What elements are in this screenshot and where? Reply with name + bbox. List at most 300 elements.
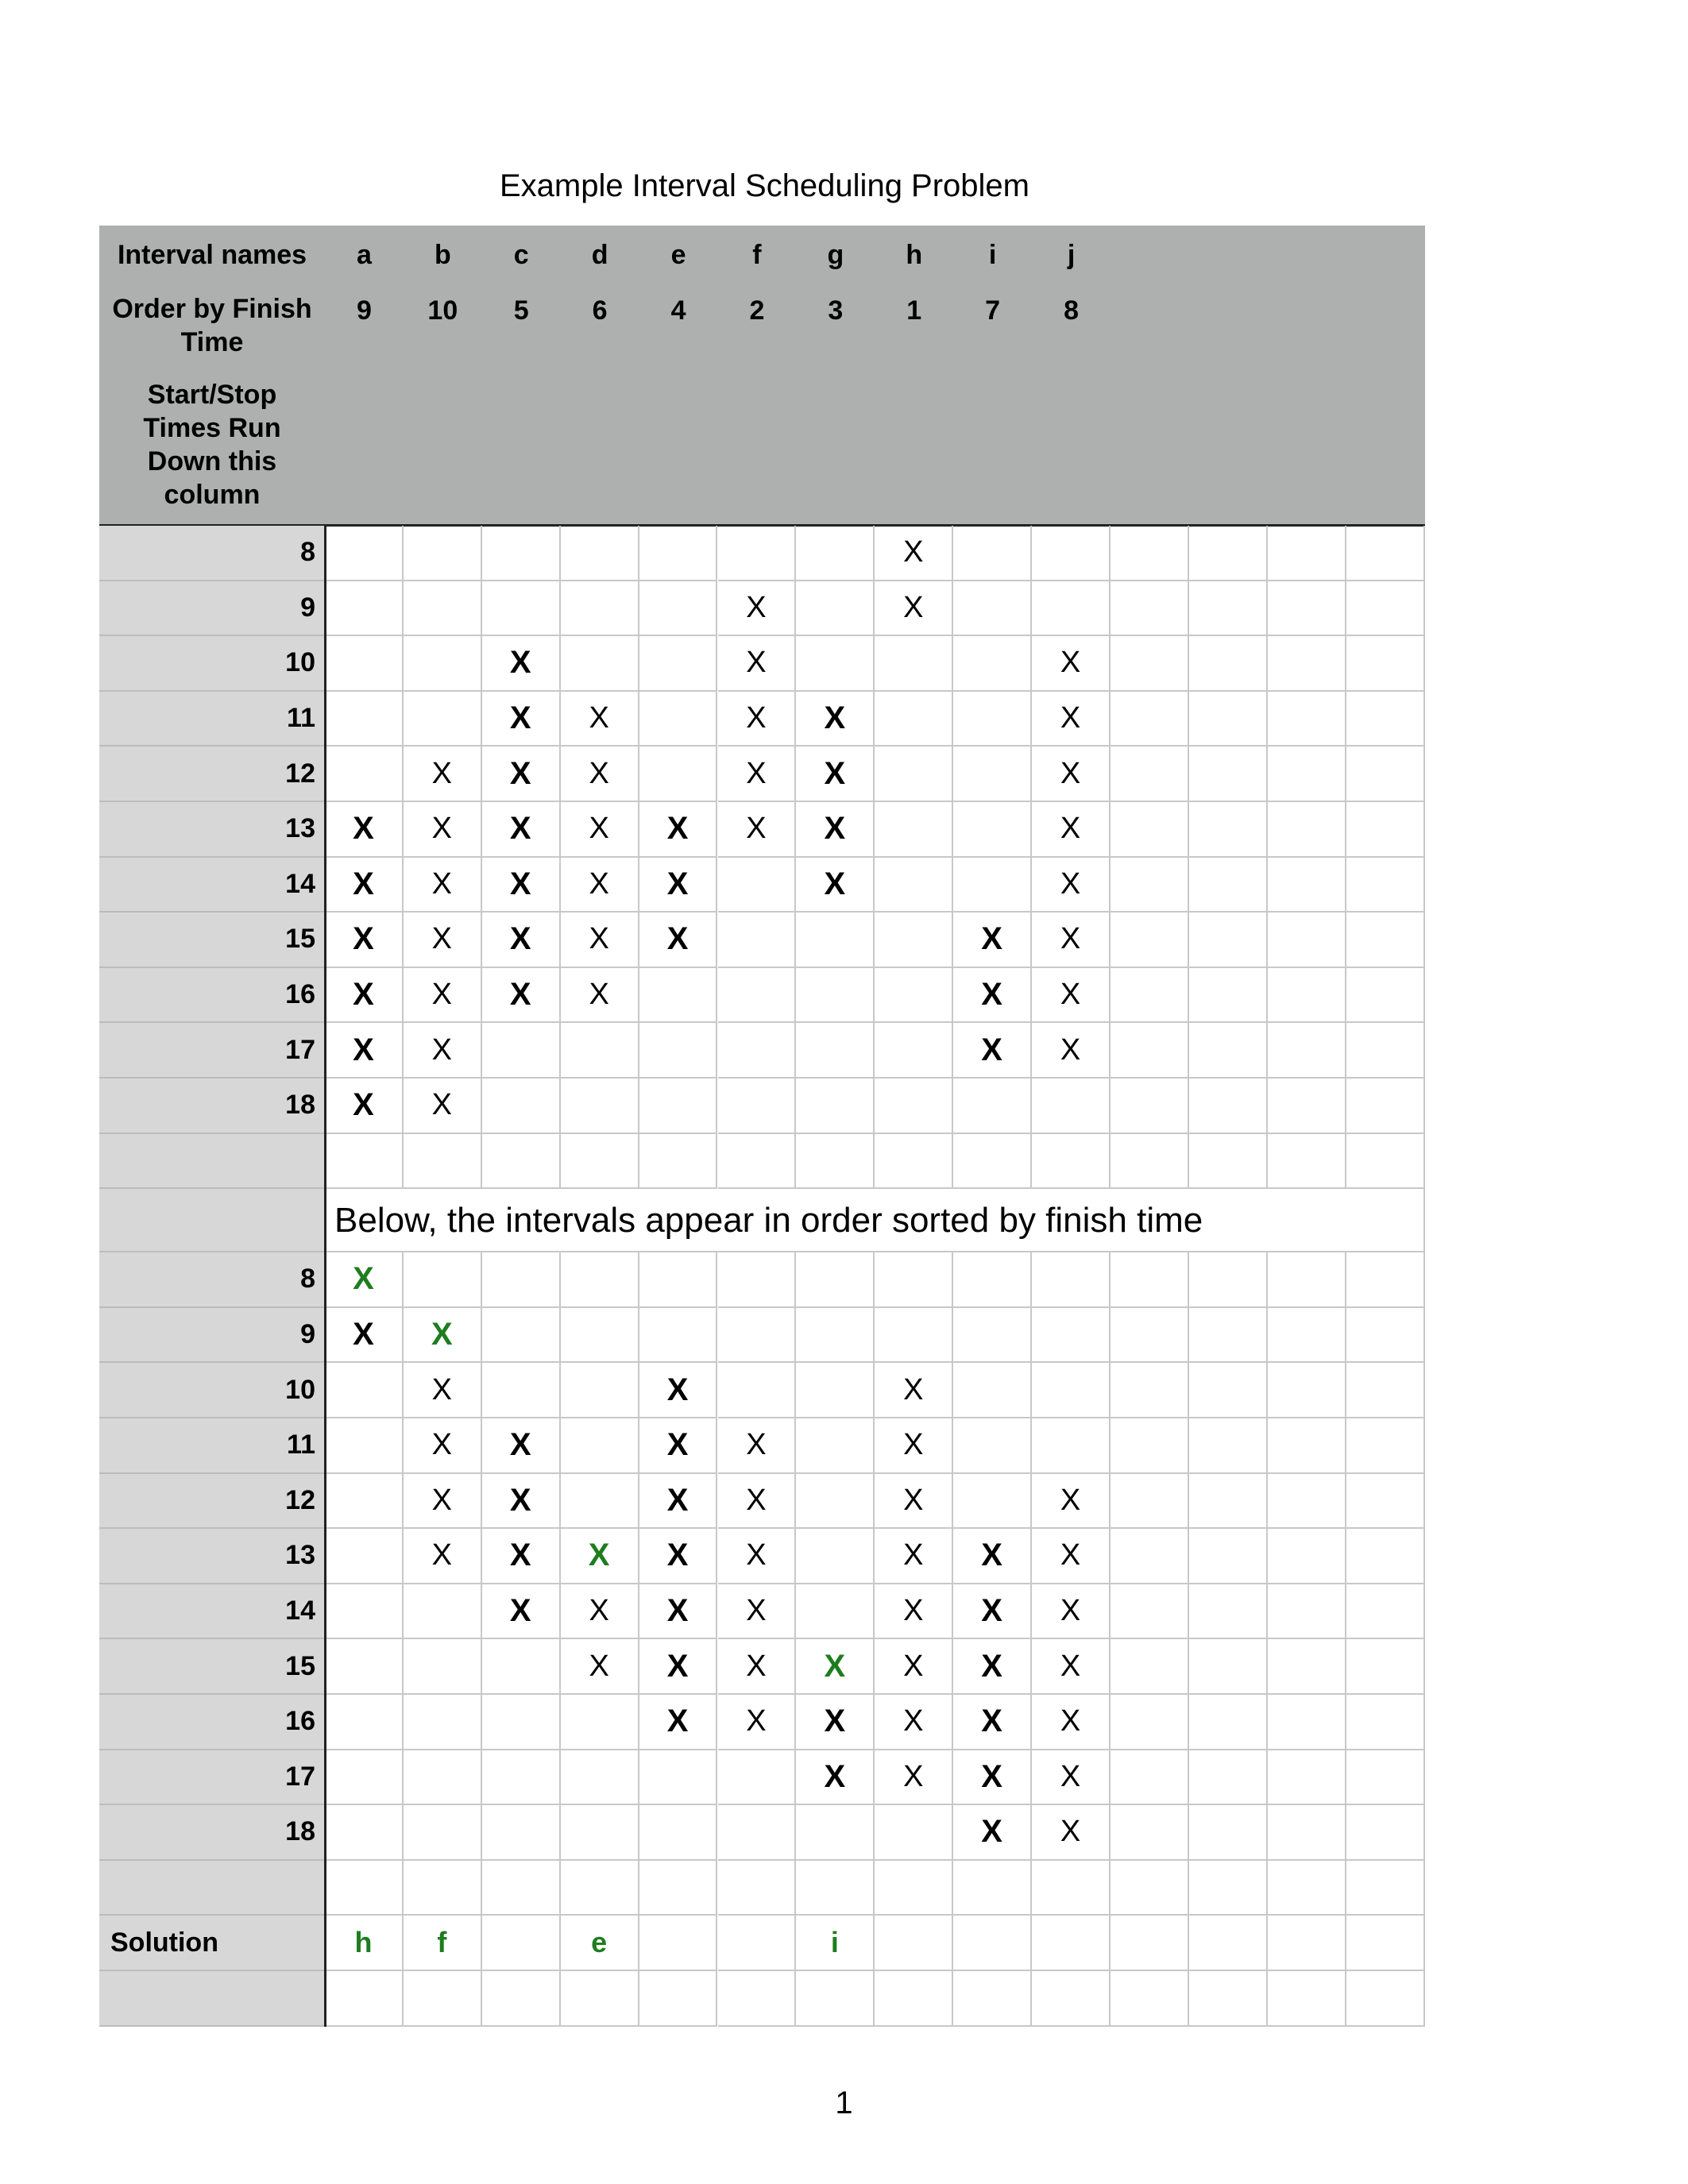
x-mark: X [1060, 1538, 1081, 1572]
x-mark: X [431, 1538, 453, 1572]
section2-row-cell [482, 1805, 561, 1861]
x-mark: X [981, 1704, 1002, 1739]
section1-row-cell [325, 858, 404, 913]
section2-row-cell [1268, 1308, 1346, 1364]
section2-row-cell [796, 1695, 875, 1750]
x-mark: X [746, 1704, 767, 1738]
section2-row-cell [796, 1308, 875, 1364]
header-finish-order-label: Order by Finish Time [112, 294, 312, 357]
section1-row-cell [1346, 581, 1425, 637]
section2-row-cell [404, 1252, 482, 1308]
section1-row-cell [1032, 1023, 1111, 1078]
x-mark: X [431, 1032, 453, 1067]
blank-row-cell [561, 1971, 639, 2027]
section2-row-cell [1111, 1584, 1189, 1640]
section1-row-cell [639, 581, 718, 637]
section2-row-cell [1268, 1639, 1346, 1695]
section1-row-cell [561, 913, 639, 968]
blank-row-cell [639, 1861, 718, 1916]
interval-name: e [670, 240, 686, 270]
x-mark: X [1060, 978, 1081, 1012]
section1-row-cell [639, 913, 718, 968]
blank-row-cell [639, 1971, 718, 2027]
section2-row-cell [796, 1252, 875, 1308]
x-mark: X [589, 1594, 609, 1628]
blank-row-cell [796, 1134, 875, 1190]
section2-row-cell [1111, 1695, 1189, 1750]
x-mark: X [431, 756, 453, 790]
section2-row-cell [482, 1363, 561, 1418]
section1-row-cell [1268, 581, 1346, 637]
blank-row-cell [1189, 1134, 1268, 1190]
section1-row-cell [1346, 802, 1425, 858]
section1-row-cell [482, 913, 561, 968]
row-time-label: 18 [99, 1078, 325, 1134]
section1-row-cell [482, 802, 561, 858]
section2-row-cell [718, 1750, 797, 1806]
x-mark: X [824, 755, 846, 791]
section2-row-cell [639, 1529, 718, 1584]
blank-row-cell [1268, 1971, 1346, 2027]
section1-row-cell [561, 636, 639, 692]
section2-row-cell [404, 1639, 482, 1695]
x-mark: X [353, 977, 374, 1013]
selected-x-mark: X [353, 1261, 374, 1297]
section1-row-cell [875, 581, 953, 637]
section1-row-cell [953, 968, 1032, 1024]
section1-row-cell [639, 747, 718, 802]
section2-row-cell [1346, 1805, 1425, 1861]
section1-row-cell [639, 1078, 718, 1134]
row-time-label: 12 [99, 747, 325, 802]
row-time-label: 14 [99, 1584, 325, 1640]
section1-row-cell [561, 858, 639, 913]
row-time-label: 8 [99, 1252, 325, 1308]
section1-row-cell [718, 692, 797, 747]
section2-row-cell [1111, 1750, 1189, 1806]
section2-row-cell [1346, 1363, 1425, 1418]
x-mark: X [1060, 922, 1081, 956]
x-mark: X [1060, 1759, 1081, 1793]
page-number: 1 [835, 2086, 853, 2120]
x-mark: X [824, 1758, 846, 1794]
section1-row-cell [325, 636, 404, 692]
section1-row-cell [1189, 913, 1268, 968]
row-time-label: 9 [99, 1308, 325, 1364]
x-mark: X [903, 1759, 924, 1793]
x-mark: X [981, 977, 1002, 1013]
blank-row-cell [1032, 1134, 1111, 1190]
section2-row-cell [1268, 1529, 1346, 1584]
section1-row-cell [796, 858, 875, 913]
section1-row-cell [482, 692, 561, 747]
section1-row-cell [718, 1023, 797, 1078]
section2-row-cell [1268, 1418, 1346, 1474]
x-mark: X [981, 1648, 1002, 1684]
x-mark: X [746, 1649, 767, 1683]
section1-row-cell [1346, 747, 1425, 802]
finish-order-value: 2 [749, 295, 765, 326]
section2-row-cell [482, 1308, 561, 1364]
x-mark: X [431, 1372, 453, 1406]
section2-row-cell [796, 1750, 875, 1806]
section1-row-cell [1189, 581, 1268, 637]
section1-row-cell [953, 581, 1032, 637]
x-mark: X [431, 1088, 453, 1122]
section2-row-cell [1346, 1529, 1425, 1584]
section1-row-cell [1189, 747, 1268, 802]
x-mark: X [589, 812, 609, 846]
section1-row-cell [1032, 802, 1111, 858]
section2-row-cell [1111, 1805, 1189, 1861]
x-mark: X [353, 1087, 374, 1123]
section1-row-cell [325, 913, 404, 968]
section1-row-cell [1032, 858, 1111, 913]
section2-row-cell [1268, 1805, 1346, 1861]
section1-row-cell [639, 968, 718, 1024]
section1-row-cell [404, 526, 482, 581]
section1-row-cell [953, 1078, 1032, 1134]
section1-row-cell [875, 913, 953, 968]
section1-row-cell [561, 692, 639, 747]
section1-row-cell [875, 747, 953, 802]
section2-row-cell [561, 1695, 639, 1750]
section1-row-cell [1032, 968, 1111, 1024]
section1-row-cell [1268, 913, 1346, 968]
section1-row-cell [561, 1078, 639, 1134]
section1-row-cell [953, 913, 1032, 968]
section2-row-cell [796, 1639, 875, 1695]
x-mark: X [746, 1538, 767, 1572]
section2-row-cell [482, 1418, 561, 1474]
solution-value: i [830, 1926, 839, 1959]
section2-row-cell [404, 1805, 482, 1861]
x-mark: X [903, 590, 924, 624]
section1-row-cell [1111, 1078, 1189, 1134]
section1-row-cell [1111, 692, 1189, 747]
section1-row-cell [718, 968, 797, 1024]
section1-row-cell [1346, 858, 1425, 913]
section2-row-cell [718, 1529, 797, 1584]
section1-row-cell [875, 692, 953, 747]
interval-name: c [513, 240, 529, 270]
solution-cell [1268, 1916, 1346, 1971]
row-time-label: 9 [99, 581, 325, 637]
section2-row-cell [953, 1474, 1032, 1530]
x-mark: X [666, 1704, 689, 1739]
section2-row-cell [875, 1308, 953, 1364]
section2-row-cell [561, 1805, 639, 1861]
section2-row-cell [1111, 1639, 1189, 1695]
section2-row-cell [325, 1639, 404, 1695]
section1-row-cell [796, 913, 875, 968]
x-mark: X [666, 1482, 689, 1518]
blank-row-cell [953, 1861, 1032, 1916]
x-mark: X [589, 978, 609, 1012]
section1-row-cell [1346, 913, 1425, 968]
section2-row-cell [953, 1418, 1032, 1474]
blank-row-cell [1346, 1134, 1425, 1190]
x-mark: X [746, 812, 767, 846]
solution-cell [796, 1916, 875, 1971]
section2-row-cell [1032, 1584, 1111, 1640]
section2-row-cell [1111, 1308, 1189, 1364]
section2-row-cell [796, 1584, 875, 1640]
x-mark: X [666, 1427, 689, 1463]
section2-row-cell [1189, 1750, 1268, 1806]
blank-row-cell [718, 1861, 797, 1916]
section2-row-cell [1346, 1639, 1425, 1695]
section2-row-cell [639, 1805, 718, 1861]
section2-row-cell [1268, 1252, 1346, 1308]
section2-row-cell [1346, 1750, 1425, 1806]
x-mark: X [746, 590, 767, 624]
section1-row-cell [796, 968, 875, 1024]
section1-row-cell [953, 636, 1032, 692]
section2-row-cell [561, 1252, 639, 1308]
x-mark: X [431, 978, 453, 1012]
blank-row-cell [482, 1861, 561, 1916]
section2-row-cell [1111, 1529, 1189, 1584]
section1-row-cell [404, 581, 482, 637]
x-mark: X [903, 1704, 924, 1738]
section1-row-cell [404, 636, 482, 692]
interval-name: b [434, 240, 451, 270]
x-mark: X [353, 811, 374, 847]
section1-row-cell [875, 1078, 953, 1134]
section2-row-cell [404, 1529, 482, 1584]
section1-row-cell [1268, 636, 1346, 692]
section1-row-cell [1189, 858, 1268, 913]
section1-row-cell [1268, 1023, 1346, 1078]
section2-row-cell [875, 1363, 953, 1418]
section2-row-cell [1268, 1363, 1346, 1418]
section2-row-cell [718, 1584, 797, 1640]
x-mark: X [981, 1814, 1002, 1850]
section1-row-cell [1111, 636, 1189, 692]
solution-cell [953, 1916, 1032, 1971]
section1-row-cell [718, 858, 797, 913]
section1-row-cell [639, 526, 718, 581]
section2-row-cell [1189, 1805, 1268, 1861]
section1-row-cell [639, 802, 718, 858]
interval-name: i [988, 240, 997, 270]
blank-row-cell [1111, 1971, 1189, 2027]
row-time-label: 12 [99, 1474, 325, 1530]
solution-cell [639, 1916, 718, 1971]
finish-order-value: 6 [592, 295, 608, 326]
blank-row-cell [404, 1861, 482, 1916]
x-mark: X [1060, 1649, 1081, 1683]
finish-order-value: 10 [427, 295, 458, 326]
x-mark: X [903, 1428, 924, 1462]
section2-row-cell [1032, 1418, 1111, 1474]
section2-row-cell [1189, 1584, 1268, 1640]
x-mark: X [431, 1483, 453, 1517]
section2-row-cell [482, 1750, 561, 1806]
section1-row-cell [1189, 636, 1268, 692]
blank-row-cell [953, 1134, 1032, 1190]
section2-row-cell [875, 1529, 953, 1584]
schedule-table [99, 0, 1430, 2184]
x-mark: X [903, 1649, 924, 1683]
section1-row-cell [1032, 913, 1111, 968]
section2-row-cell [1189, 1474, 1268, 1530]
section2-row-cell [639, 1363, 718, 1418]
section2-row-cell [325, 1418, 404, 1474]
x-mark: X [746, 1483, 767, 1517]
section1-row-cell [561, 968, 639, 1024]
x-mark: X [431, 866, 453, 901]
row-time-label: 17 [99, 1023, 325, 1078]
section2-row-cell [1189, 1695, 1268, 1750]
x-mark: X [824, 866, 846, 901]
section2-row-cell [561, 1363, 639, 1418]
section1-row-cell [404, 913, 482, 968]
section2-row-cell [875, 1639, 953, 1695]
section2-row-cell [404, 1418, 482, 1474]
section2-row-cell [1032, 1529, 1111, 1584]
section1-row-cell [1032, 747, 1111, 802]
section1-row-cell [1111, 968, 1189, 1024]
section2-row-cell [953, 1308, 1032, 1364]
section1-row-cell [1032, 636, 1111, 692]
x-mark: X [589, 1649, 609, 1683]
solution-cell [404, 1916, 482, 1971]
section2-row-cell [875, 1418, 953, 1474]
finish-order-value: 3 [828, 295, 844, 326]
x-mark: X [509, 645, 531, 681]
section1-row-cell [1268, 802, 1346, 858]
row-time-label: 11 [99, 692, 325, 747]
section1-row-cell [404, 1078, 482, 1134]
section1-row-cell [1346, 636, 1425, 692]
section1-row-cell [953, 526, 1032, 581]
section1-row-cell [796, 692, 875, 747]
x-mark: X [981, 1758, 1002, 1794]
x-mark: X [666, 921, 689, 957]
blank-row-cell [796, 1971, 875, 2027]
section2-row-cell [953, 1695, 1032, 1750]
row-time-label: 15 [99, 913, 325, 968]
section2-row-cell [1346, 1418, 1425, 1474]
section1-row-cell [718, 526, 797, 581]
header-start-stop-label: Start/Stop Times Run Down this column [143, 380, 281, 510]
section2-row-cell [325, 1750, 404, 1806]
section2-row-cell [1032, 1474, 1111, 1530]
section1-row-cell [718, 802, 797, 858]
section2-row-cell [953, 1252, 1032, 1308]
finish-order-value: 1 [906, 295, 922, 326]
section1-row-cell [953, 802, 1032, 858]
x-mark: X [431, 1428, 453, 1462]
x-mark: X [1060, 1815, 1081, 1849]
solution-cell [1189, 1916, 1268, 1971]
section2-row-cell [325, 1584, 404, 1640]
section1-row-cell [482, 1078, 561, 1134]
blank-row-cell [718, 1134, 797, 1190]
section2-row-cell [325, 1805, 404, 1861]
section1-row-cell [1111, 747, 1189, 802]
section1-row-cell [953, 747, 1032, 802]
section1-row-cell [875, 802, 953, 858]
x-mark: X [589, 756, 609, 790]
section1-row-cell [482, 636, 561, 692]
x-mark: X [431, 812, 453, 846]
section2-row-cell [404, 1750, 482, 1806]
section2-row-cell [953, 1639, 1032, 1695]
section2-row-cell [482, 1584, 561, 1640]
section2-row-cell [561, 1308, 639, 1364]
section1-row-cell [718, 1078, 797, 1134]
x-mark: X [666, 1538, 689, 1573]
section1-row-cell [953, 858, 1032, 913]
section2-row-cell [796, 1805, 875, 1861]
x-mark: X [509, 977, 531, 1013]
blank-row-cell [1032, 1971, 1111, 2027]
section1-row-cell [325, 692, 404, 747]
x-mark: X [666, 811, 689, 847]
x-mark: X [981, 1538, 1002, 1573]
section1-row-cell [718, 747, 797, 802]
section1-row-cell [1032, 581, 1111, 637]
section2-row-cell [482, 1639, 561, 1695]
section1-row-cell [1111, 526, 1189, 581]
blank-row-cell [718, 1971, 797, 2027]
section1-row-cell [639, 692, 718, 747]
section1-row-cell [718, 581, 797, 637]
row-time-label [99, 1971, 325, 2027]
solution-value: f [437, 1926, 447, 1959]
row-time-label: 14 [99, 858, 325, 913]
x-mark: X [1060, 646, 1081, 680]
x-mark: X [666, 1648, 689, 1684]
blank-row-cell [796, 1861, 875, 1916]
section2-row-cell [1032, 1252, 1111, 1308]
blank-row-cell [639, 1134, 718, 1190]
section1-row-cell [325, 1078, 404, 1134]
section1-row-cell [561, 1023, 639, 1078]
section2-row-cell [482, 1695, 561, 1750]
section1-row-cell [875, 858, 953, 913]
blank-row-cell [482, 1971, 561, 2027]
section2-row-cell [796, 1363, 875, 1418]
section2-row-cell [1032, 1363, 1111, 1418]
section2-row-cell [1268, 1750, 1346, 1806]
row-time-label: 15 [99, 1639, 325, 1695]
row-time-label: 10 [99, 636, 325, 692]
x-mark: X [1060, 1483, 1081, 1517]
row-time-label [99, 1861, 325, 1916]
blank-row-cell [404, 1971, 482, 2027]
section2-row-cell [953, 1805, 1032, 1861]
x-mark: X [746, 1428, 767, 1462]
x-mark: X [353, 921, 374, 957]
section1-row-cell [1189, 802, 1268, 858]
section1-row-cell [482, 968, 561, 1024]
section2-row-cell [325, 1695, 404, 1750]
header-interval-names-label: Interval names [117, 240, 307, 270]
section1-row-cell [1189, 1078, 1268, 1134]
x-mark: X [746, 646, 767, 680]
section2-row-cell [1346, 1308, 1425, 1364]
x-mark: X [746, 1594, 767, 1628]
solution-value: e [591, 1926, 608, 1959]
section1-row-cell [1346, 692, 1425, 747]
section1-row-cell [796, 636, 875, 692]
section2-row-cell [953, 1529, 1032, 1584]
x-mark: X [981, 1593, 1002, 1629]
